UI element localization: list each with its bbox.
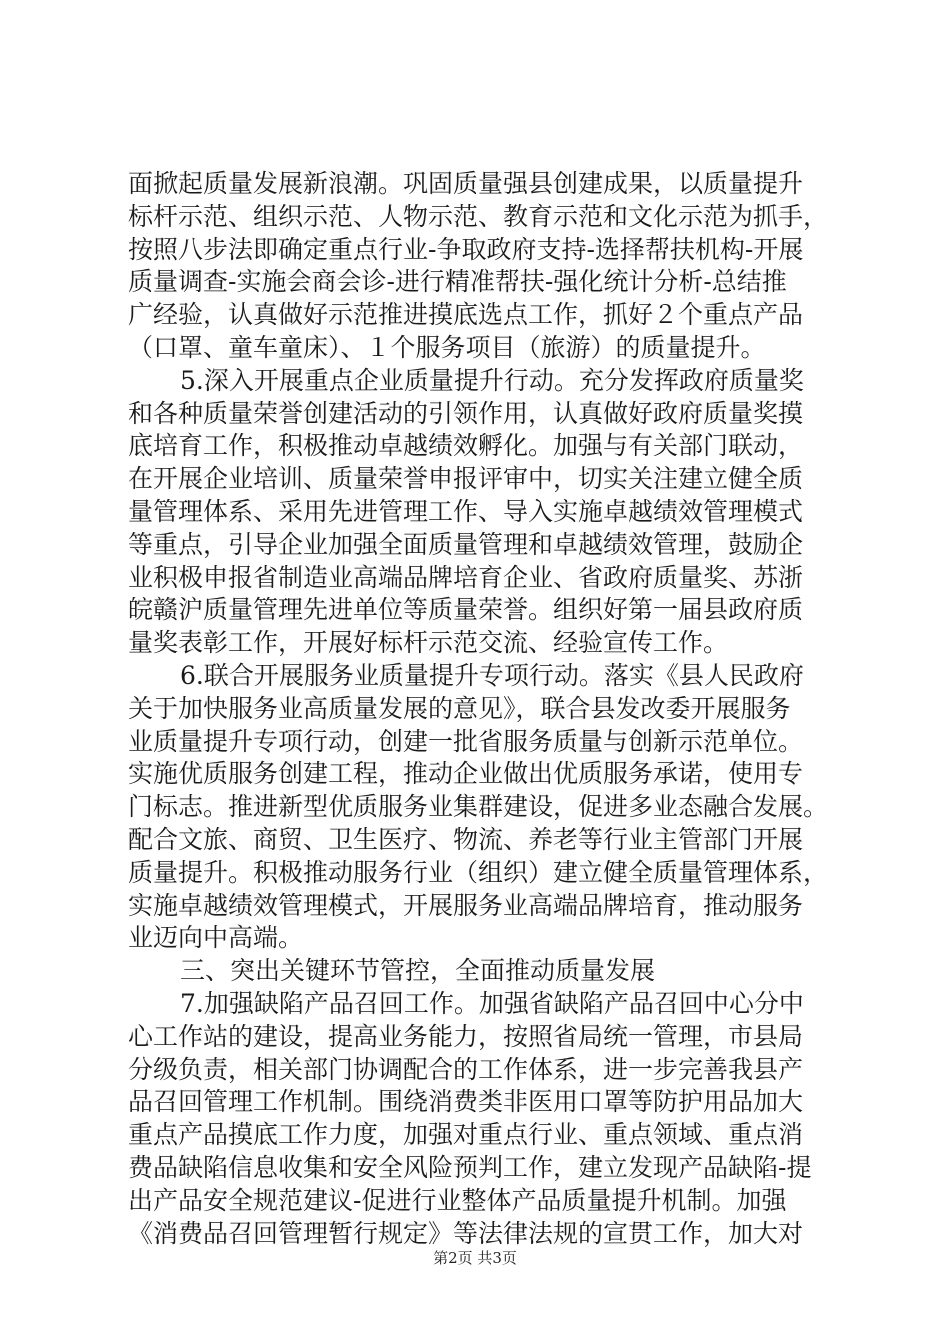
paragraph-start-line: 6.联合开展服务业质量提升专项行动。落实《县人民政府 (180, 660, 804, 690)
text-line: 等重点，引导企业加强全面质量管理和卓越绩效管理，鼓励企 (128, 529, 804, 559)
paragraph-start-line: 7.加强缺陷产品召回工作。加强省缺陷产品召回中心分中 (180, 988, 804, 1018)
text-line: 重点产品摸底工作力度，加强对重点行业、重点领域、重点消 (128, 1120, 804, 1150)
text-line: 广经验，认真做好示范推进摸底选点工作，抓好２个重点产品 (128, 300, 804, 330)
text-line: 量奖表彰工作，开展好标杆示范交流、经验宣传工作。 (128, 628, 729, 658)
text-line: 在开展企业培训、质量荣誉申报评审中，切实关注建立健全质 (128, 464, 804, 494)
text-line: 标杆示范、组织示范、人物示范、教育示范和文化示范为抓手， (128, 201, 829, 231)
text-line: 底培育工作，积极推动卓越绩效孵化。加强与有关部门联动， (128, 431, 804, 461)
text-line: 业迈向中高端。 (128, 923, 304, 953)
text-line: 出产品安全规范建议-促进行业整体产品质量提升机制。加强 (128, 1185, 787, 1215)
text-line: 费品缺陷信息收集和安全风险预判工作，建立发现产品缺陷-提 (128, 1152, 812, 1182)
text-line: 质量提升。积极推动服务行业（组织）建立健全质量管理体系， (128, 857, 829, 887)
text-line: 面掀起质量发展新浪潮。巩固质量强县创建成果，以质量提升 (128, 169, 804, 198)
text-line: 按照八步法即确定重点行业-争取政府支持-选择帮扶机构-开展 (128, 234, 804, 264)
page-number-footer: 第2页 共3页 (433, 1249, 517, 1267)
text-line: 量管理体系、采用先进管理工作、导入实施卓越绩效管理模式 (128, 496, 804, 526)
text-line: 质量调查-实施会商会诊-进行精准帮扶-强化统计分析-总结推 (128, 267, 787, 297)
text-line: （口罩、童车童床）、１个服务项目（旅游）的质量提升。 (128, 332, 766, 362)
text-line: 和各种质量荣誉创建活动的引领作用，认真做好政府质量奖摸 (128, 398, 804, 428)
text-line: 实施优质服务创建工程，推动企业做出优质服务承诺，使用专 (128, 759, 804, 789)
section-heading: 三、突出关键环节管控，全面推动质量发展 (180, 956, 656, 986)
text-line: 心工作站的建设，提高业务能力，按照省局统一管理，市县局 (128, 1021, 804, 1051)
text-line: 皖赣沪质量管理先进单位等质量荣誉。组织好第一届县政府质 (128, 595, 804, 625)
text-line: 配合文旅、商贸、卫生医疗、物流、养老等行业主管部门开展 (128, 824, 804, 854)
text-line: 业积极申报省制造业高端品牌培育企业、省政府质量奖、苏浙 (128, 562, 804, 592)
text-line: 《消费品召回管理暂行规定》等法律法规的宣贯工作，加大对 (128, 1218, 804, 1248)
paragraph-start-line: 5.深入开展重点企业质量提升行动。充分发挥政府质量奖 (180, 365, 804, 395)
text-line: 实施卓越绩效管理模式，开展服务业高端品牌培育，推动服务 (128, 890, 804, 920)
text-line: 分级负责，相关部门协调配合的工作体系，进一步完善我县产 (128, 1054, 804, 1084)
text-line: 门标志。推进新型优质服务业集群建设，促进多业态融合发展。 (128, 792, 829, 822)
document-body (128, 168, 848, 1250)
text-line: 品召回管理工作机制。围绕消费类非医用口罩等防护用品加大 (128, 1087, 804, 1117)
text-line: 业质量提升专项行动，创建一批省服务质量与创新示范单位。 (128, 726, 804, 756)
text-line: 关于加快服务业高质量发展的意见》，联合县发改委开展服务 (128, 693, 791, 723)
